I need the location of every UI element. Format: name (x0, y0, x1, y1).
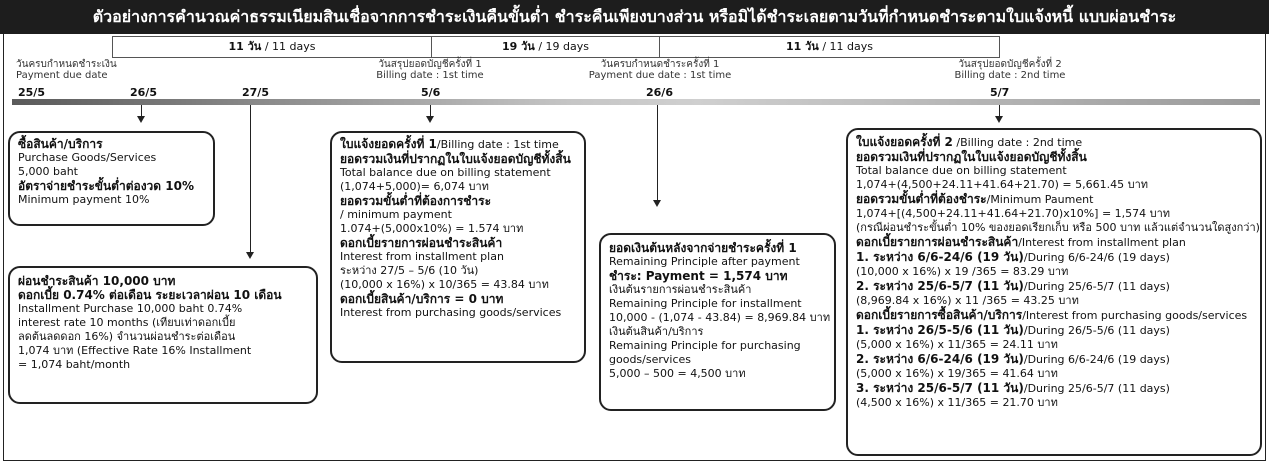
box-text-line: Remaining Principle after payment (609, 255, 800, 268)
arrow-down-icon (246, 252, 254, 259)
box-text-line: Interest from purchasing goods/services (340, 306, 562, 319)
box-heading-line: อัตราจ่ายชำระขั้นต่ำต่องวด 10% (18, 179, 194, 193)
box-text-line: เงินต้นสินค้า/บริการ (609, 325, 704, 338)
box-heading-line: 3. ระหว่าง 25/6-5/7 (11 วัน)/During 25/6-5/7 (11 days) (856, 381, 1170, 395)
date-label: 5/7 (990, 86, 1010, 99)
box-text-line: goods/services (609, 353, 691, 366)
milestone-due-date: วันครบกำหนดชำระเงิน Payment due date (16, 59, 117, 81)
box-text-line: interest rate 10 months (เทียบเท่าดอกเบี้ย (18, 316, 236, 329)
box-text-line: / minimum payment (340, 208, 452, 221)
box-text-line: 10,000 - (1,074 - 43.84) = 8,969.84 บาท (609, 311, 831, 324)
box-text-line: ลดต้นลดดอก 16%) จำนวนผ่อนชำระต่อเดือน (18, 330, 236, 343)
date-label: 26/6 (646, 86, 673, 99)
box-heading-line: 2. ระหว่าง 6/6-24/6 (19 วัน)/During 6/6-24/6 (19 days) (856, 352, 1170, 366)
box-text-line: = 1,074 baht/month (18, 358, 131, 371)
box-text-line: 1.074+(5,000x10%) = 1.574 บาท (340, 222, 524, 235)
installment-info-box (8, 266, 318, 404)
box-heading-line: ดอกเบี้ยรายการผ่อนชำระสินค้า/Interest from installment plan (856, 235, 1186, 249)
box-heading-line: ใบแจ้งยอดครั้งที่ 2 /Billing date : 2nd time (856, 135, 1083, 149)
box-text-line: (กรณีผ่อนชำระขั้นต่ำ 10% ของยอดเรียกเก็บ หรือ 500 บาท แล้วแต่จำนวนใดสูงกว่า) (856, 221, 1260, 234)
segment-3: 11 วัน / 11 days (659, 36, 1000, 58)
box-text-line: (10,000 x 16%) x 19 /365 = 83.29 บาท (856, 265, 1069, 278)
box-text-line: 5,000 baht (18, 165, 78, 178)
box-text-line: (5,000 x 16%) x 11/365 = 24.11 บาท (856, 338, 1058, 351)
arrow-down-icon (426, 116, 434, 123)
connector-line (657, 105, 658, 201)
timeline-bar (12, 99, 1260, 105)
milestone-billing-1: วันสรุปยอดบัญชีครั้งที่ 1 Billing date : 1st time (376, 59, 484, 81)
milestone-billing-2: วันสรุปยอดบัญชีครั้งที่ 2 Billing date : 2nd time (954, 59, 1066, 81)
purchase-info-box (8, 131, 215, 226)
box-text-line: Minimum payment 10% (18, 193, 150, 206)
box-text-line: Total balance due on billing statement (856, 164, 1067, 177)
box-heading-line: ดอกเบี้ยรายการซื้อสินค้า/บริการ/Interest from purchasing goods/services (856, 308, 1248, 322)
segment-2: 19 วัน / 19 days (431, 36, 660, 58)
box-heading-line: 1. ระหว่าง 6/6-24/6 (19 วัน)/During 6/6-24/6 (19 days) (856, 250, 1170, 264)
box-heading-line: ผ่อนชำระสินค้า 10,000 บาท (18, 274, 176, 288)
box-text-line: (1,074+5,000)= 6,074 บาท (340, 180, 489, 193)
box-text-line: 5,000 – 500 = 4,500 บาท (609, 367, 746, 380)
date-label: 25/5 (18, 86, 45, 99)
billing-1-box (330, 131, 586, 363)
box-text-line: Installment Purchase 10,000 baht 0.74% (18, 302, 243, 315)
date-label: 26/5 (130, 86, 157, 99)
box-text-line: Remaining Principle for purchasing (609, 339, 801, 352)
arrow-down-icon (137, 116, 145, 123)
box-text-line: Total balance due on billing statement (340, 166, 551, 179)
remaining-principle-box (599, 233, 836, 411)
box-text-line: Purchase Goods/Services (18, 151, 157, 164)
billing-2-box (846, 128, 1262, 456)
box-heading-line: ยอดรวมขั้นต่ำที่ต้องการชำระ (340, 194, 492, 208)
box-heading-line: ยอดรวมขั้นต่ำที่ต้องชำระ/Minimum Paument (856, 192, 1094, 206)
date-label: 5/6 (421, 86, 441, 99)
page-title: ตัวอย่างการคำนวณค่าธรรมเนียมสินเชื่อจากการชำระเงินคืนขั้นต่ำ ชำระคืนเพียงบางส่วน หรือมิได้ชำระเลยตามวันที่กำหนดชำระตามใบแจ้งหนี้ แบบผ่อนชำระ (0, 0, 1269, 34)
box-heading-line: ดอกเบี้ยสินค้า/บริการ = 0 บาท (340, 292, 504, 306)
box-text-line: (10,000 x 16%) x 10/365 = 43.84 บาท (340, 278, 549, 291)
box-text-line: (5,000 x 16%) x 19/365 = 41.64 บาท (856, 367, 1058, 380)
box-text-line: เงินต้นรายการผ่อนชำระสินค้า (609, 283, 752, 296)
box-heading-line: ซื้อสินค้า/บริการ (18, 137, 103, 151)
connector-line (250, 105, 251, 253)
milestone-due-1: วันครบกำหนดชำระครั้งที่ 1 Payment due date : 1st time (588, 59, 732, 81)
box-heading-line: 2. ระหว่าง 25/6-5/7 (11 วัน)/During 25/6-5/7 (11 days) (856, 279, 1170, 293)
box-heading-line: ใบแจ้งยอดครั้งที่ 1/Billing date : 1st time (340, 137, 559, 151)
box-heading-line: ดอกเบี้ย 0.74% ต่อเดือน ระยะเวลาผ่อน 10 เดือน (18, 288, 282, 302)
box-heading-line: ชำระ: Payment = 1,574 บาท (609, 269, 788, 283)
box-heading-line: ยอดเงินต้นหลังจากจ่ายชำระครั้งที่ 1 (609, 241, 797, 255)
box-text-line: (8,969.84 x 16%) x 11 /365 = 43.25 บาท (856, 294, 1079, 307)
box-text-line: 1,074+[(4,500+24.11+41.64+21.70)x10%] = 1,574 บาท (856, 207, 1171, 220)
date-label: 27/5 (242, 86, 269, 99)
box-heading-line: 1. ระหว่าง 26/5-5/6 (11 วัน)/During 26/5-5/6 (11 days) (856, 323, 1170, 337)
box-heading-line: ยอดรวมเงินที่ปรากฏในใบแจ้งยอดบัญชีทั้งสิ้น (856, 150, 1087, 164)
box-text-line: Interest from installment plan (340, 250, 504, 263)
segment-1: 11 วัน / 11 days (112, 36, 432, 58)
box-text-line: 1,074+(4,500+24.11+41.64+21.70) = 5,661.45 บาท (856, 178, 1149, 191)
box-text-line: ระหว่าง 27/5 – 5/6 (10 วัน) (340, 264, 479, 277)
box-heading-line: ดอกเบี้ยรายการผ่อนชำระสินค้า (340, 236, 503, 250)
arrow-down-icon (653, 200, 661, 207)
arrow-down-icon (995, 116, 1003, 123)
box-text-line: Remaining Principle for installment (609, 297, 802, 310)
box-text-line: (4,500 x 16%) x 11/365 = 21.70 บาท (856, 396, 1058, 409)
box-text-line: 1,074 บาท (Effective Rate 16% Installment (18, 344, 252, 357)
box-heading-line: ยอดรวมเงินที่ปรากฏในใบแจ้งยอดบัญชีทั้งสิ้น (340, 152, 571, 166)
